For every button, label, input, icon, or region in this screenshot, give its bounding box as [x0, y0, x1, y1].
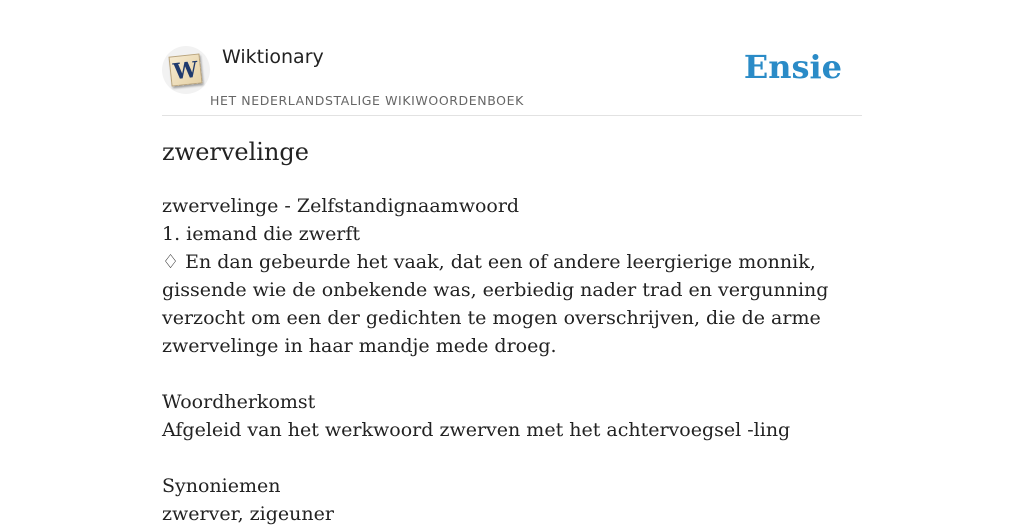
site-tagline: HET NEDERLANDSTALIGE WIKIWOORDENBOEK — [210, 93, 524, 108]
wiktionary-logo-icon[interactable] — [162, 46, 210, 94]
ensie-brand-link[interactable]: Ensie — [743, 48, 842, 86]
entry-example: ♢ En dan gebeurde het vaak, dat een of andere leergierige monnik, gissende wie de onbekende was, eerbiedig nader trad en vergunning verzocht om een der gedichten te mogen overschrijven, die de arme zwervelinge in haar mandje mede droeg. — [162, 251, 829, 357]
logo-letter: W — [171, 56, 200, 86]
synonyms-text: zwerver, zigeuner — [162, 503, 334, 525]
entry-definition: 1. iemand die zwerft — [162, 223, 361, 245]
etymology-text: Afgeleid van het werkwoord zwerven met het achtervoegsel -ling — [162, 419, 791, 441]
site-name-link[interactable]: Wiktionary — [222, 46, 324, 68]
site-header — [162, 40, 862, 116]
etymology-heading: Woordherkomst — [162, 391, 316, 413]
logo-tile — [169, 53, 203, 86]
page-title: zwervelinge — [162, 138, 309, 166]
spacer — [162, 444, 862, 472]
spacer — [162, 360, 862, 388]
synonyms-heading: Synoniemen — [162, 475, 281, 497]
entry-heading: zwervelinge - Zelfstandignaamwoord — [162, 195, 520, 217]
entry-content — [162, 192, 862, 528]
